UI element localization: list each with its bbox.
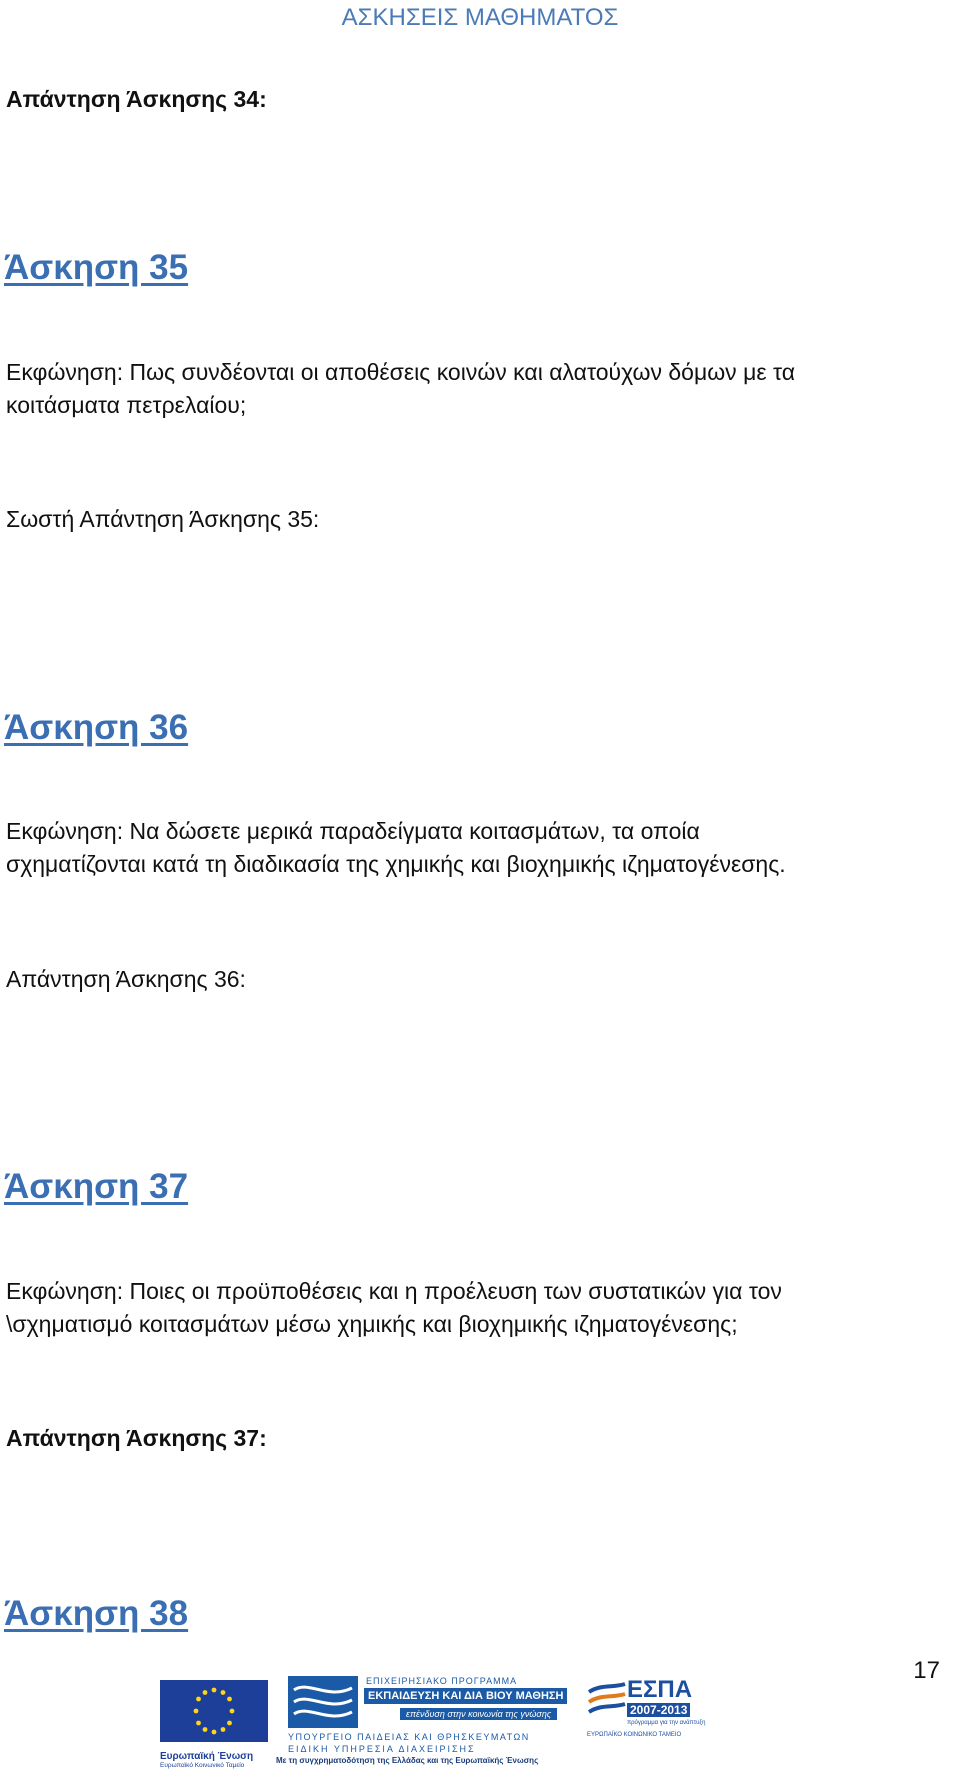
espa-subtitle-2: ΕΥΡΩΠΑΪΚΟ ΚΟΙΝΩΝΙΚΟ ΤΑΜΕΙΟ [587,1732,682,1738]
programme-slogan: επένδυση στην κοινωνία της γνώσης [400,1708,557,1720]
exercise-35-prompt-line1: Εκφώνηση: Πως συνδέονται οι αποθέσεις κοινών και αλατούχων δόμων με τα [6,359,796,385]
exercise-37-title[interactable]: Άσκηση 37 [4,1167,189,1206]
exercise-36-title[interactable]: Άσκηση 36 [4,708,189,747]
cofunding-text: Με τη συγχρηματοδότηση της Ελλάδας και της Ευρωπαϊκής Ένωσης [276,1756,539,1765]
exercise-36-answer-label: Απάντηση Άσκησης 36: [6,966,246,992]
exercise-37-prompt-line2: \σχηματισμό κοιτασμάτων μέσω χημικής και βιοχημικής ιζηματογένεσης; [6,1311,738,1337]
exercise-36-prompt-line2: σχηματίζονται κατά τη διαδικασία της χημικής και βιοχημικής ιζηματογένεσης. [6,851,786,877]
exercise-38-title[interactable]: Άσκηση 38 [4,1594,189,1633]
exercise-37-answer-label: Απάντηση Άσκησης 37: [6,1425,267,1451]
eu-caption-2: Ευρωπαϊκό Κοινωνικό Ταμείο [160,1762,245,1769]
programme-wave-icon [288,1676,358,1728]
eu-caption-1: Ευρωπαϊκή Ένωση [160,1751,254,1762]
eu-logo [160,1680,268,1769]
programme-line-1: ΕΠΙΧΕΙΡΗΣΙΑΚΟ ΠΡΟΓΡΑΜΜΑ [366,1676,518,1686]
answer-34-label: Απάντηση Άσκησης 34: [6,86,267,112]
exercise-35-title[interactable]: Άσκηση 35 [4,248,189,287]
espa-subtitle-1: πρόγραμμα για την ανάπτυξη [627,1720,706,1726]
ministry-line-1: ΥΠΟΥΡΓΕΙΟ ΠΑΙΔΕΙΑΣ ΚΑΙ ΘΡΗΣΚΕΥΜΑΤΩΝ [288,1732,530,1742]
espa-logo [587,1676,705,1748]
exercise-35-answer-label: Σωστή Απάντηση Άσκησης 35: [6,506,320,532]
exercise-37-prompt-line1: Εκφώνηση: Ποιες οι προϋποθέσεις και η προέλευση των συστατικών για τον [6,1278,782,1304]
exercise-36-prompt-line1: Εκφώνηση: Να δώσετε μερικά παραδείγματα κοιτασμάτων, τα οποία [6,818,700,844]
exercise-35-prompt-line2: κοιτάσματα πετρελαίου; [6,392,247,418]
programme-logo [276,1674,586,1765]
footer-logos [0,1670,960,1769]
espa-title: ΕΣΠΑ [627,1676,693,1703]
espa-years: 2007-2013 [627,1703,690,1717]
ministry-line-2: ΕΙΔΙΚΗ ΥΠΗΡΕΣΙΑ ΔΙΑΧΕΙΡΙΣΗΣ [288,1744,476,1754]
page-header-title: ΑΣΚΗΣΕΙΣ ΜΑΘΗΜΑΤΟΣ [341,4,619,31]
programme-line-2: ΕΚΠΑΙΔΕΥΣΗ ΚΑΙ ΔΙΑ ΒΙΟΥ ΜΑΘΗΣΗ [364,1688,567,1704]
eu-flag-icon [160,1680,268,1742]
espa-swoosh-icon [587,1680,627,1720]
page-number: 17 [913,1657,940,1684]
